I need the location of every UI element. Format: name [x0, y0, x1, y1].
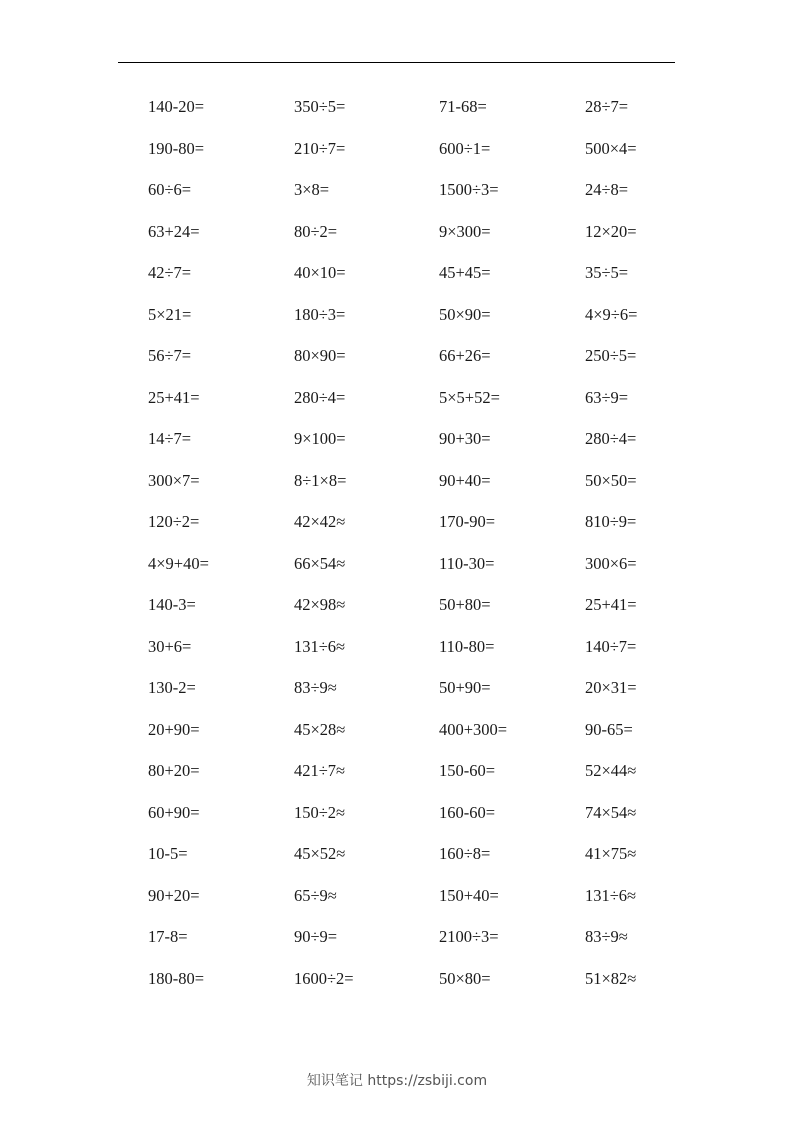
math-problem: 500×4=: [585, 138, 637, 158]
math-problem: 35÷5=: [585, 263, 629, 282]
math-problem: 280÷4=: [585, 429, 637, 448]
math-problem: 131÷6≈: [294, 636, 346, 656]
problem-row: [148, 841, 708, 883]
math-problem: 160-60=: [439, 802, 496, 822]
math-problem: 50×80=: [439, 968, 491, 988]
math-problem: 180-80=: [148, 968, 205, 988]
math-problem: 45×52≈: [294, 844, 346, 863]
math-problem: 50×90=: [439, 304, 491, 324]
math-problem: 90+40=: [439, 470, 491, 490]
math-problem: 150÷2≈: [294, 802, 346, 822]
problem-row: [148, 136, 708, 178]
math-problem: 300×6=: [585, 553, 637, 573]
math-problem: 1500÷3=: [439, 180, 499, 199]
footer-watermark: 知识笔记 https://zsbiji.com: [306, 1073, 488, 1089]
math-problem: 300×7=: [148, 470, 200, 490]
math-problem: 45×28≈: [294, 719, 346, 739]
math-problem: 66+26=: [439, 346, 491, 365]
math-problem: 63÷9=: [585, 387, 629, 407]
math-problem: 83÷9≈: [585, 927, 628, 946]
math-problem: 12×20=: [585, 221, 637, 241]
math-problem: 41×75≈: [585, 844, 637, 863]
math-problem: 80×90=: [294, 346, 346, 365]
math-problem: 90+30=: [439, 429, 491, 448]
math-problem: 5×5+52=: [439, 387, 500, 407]
problem-row: [148, 717, 708, 759]
problem-row: [148, 800, 708, 842]
problem-row: [148, 509, 708, 551]
math-problem: 421÷7≈: [294, 761, 346, 780]
math-problem: 50+90=: [439, 678, 491, 697]
math-problem: 30+6=: [148, 636, 192, 656]
header-rule: [118, 62, 675, 63]
math-problem: 14÷7=: [148, 429, 192, 448]
math-problem: 9×100=: [294, 429, 346, 448]
math-problem: 400+300=: [439, 719, 508, 739]
problem-row: [148, 343, 708, 385]
math-problem: 150+40=: [439, 885, 499, 905]
math-problem: 25+41=: [148, 387, 200, 407]
math-problem: 20+90=: [148, 719, 200, 739]
problem-row: [148, 675, 708, 717]
problem-row: [148, 385, 708, 427]
math-problem: 45+45=: [439, 263, 491, 282]
math-problem: 71-68=: [439, 97, 487, 116]
math-problem: 90÷9=: [294, 927, 338, 946]
math-problem: 280÷4=: [294, 387, 346, 407]
math-problem: 4×9÷6=: [585, 304, 638, 324]
math-problem: 2100÷3=: [439, 927, 499, 946]
math-problem: 25+41=: [585, 595, 637, 614]
math-problem: 810÷9=: [585, 512, 637, 531]
math-problem: 170-90=: [439, 512, 496, 531]
math-problem: 90-65=: [585, 719, 633, 739]
math-problem: 10-5=: [148, 844, 188, 863]
math-problem: 52×44≈: [585, 761, 637, 780]
math-problem: 5×21=: [148, 304, 192, 324]
problem-row: [148, 966, 708, 1008]
problem-grid: [148, 94, 708, 1007]
math-problem: 130-2=: [148, 678, 196, 697]
math-problem: 190-80=: [148, 138, 205, 158]
math-problem: 66×54≈: [294, 553, 346, 573]
problem-row: [148, 302, 708, 344]
math-problem: 63+24=: [148, 221, 200, 241]
problem-row: [148, 426, 708, 468]
math-problem: 9×300=: [439, 221, 491, 241]
problem-row: [148, 924, 708, 966]
math-problem: 4×9+40=: [148, 553, 209, 573]
math-problem: 140-20=: [148, 97, 205, 116]
math-problem: 83÷9≈: [294, 678, 337, 697]
math-problem: 180÷3=: [294, 304, 346, 324]
problem-row: [148, 883, 708, 925]
math-problem: 131÷6≈: [585, 885, 637, 905]
math-problem: 20×31=: [585, 678, 637, 697]
math-problem: 120÷2=: [148, 512, 200, 531]
math-problem: 28÷7=: [585, 97, 629, 116]
math-problem: 40×10=: [294, 263, 346, 282]
math-problem: 90+20=: [148, 885, 200, 905]
math-problem: 17-8=: [148, 927, 188, 946]
problem-row: [148, 94, 708, 136]
problem-row: [148, 468, 708, 510]
math-problem: 24÷8=: [585, 180, 629, 199]
math-problem: 42÷7=: [148, 263, 192, 282]
problem-row: [148, 592, 708, 634]
math-problem: 110-30=: [439, 553, 495, 573]
math-problem: 80÷2=: [294, 221, 338, 241]
math-problem: 60÷6=: [148, 180, 192, 199]
math-problem: 160÷8=: [439, 844, 491, 863]
math-problem: 210÷7=: [294, 138, 346, 158]
math-problem: 600÷1=: [439, 138, 491, 158]
problem-row: [148, 260, 708, 302]
math-problem: 140÷7=: [585, 636, 637, 656]
math-problem: 65÷9≈: [294, 885, 337, 905]
math-problem: 56÷7=: [148, 346, 192, 365]
problem-row: [148, 634, 708, 676]
math-problem: 60+90=: [148, 802, 200, 822]
math-problem: 140-3=: [148, 595, 196, 614]
math-problem: 74×54≈: [585, 802, 637, 822]
problem-row: [148, 219, 708, 261]
math-problem: 350÷5=: [294, 97, 346, 116]
math-problem: 80+20=: [148, 761, 200, 780]
math-problem: 50×50=: [585, 470, 637, 490]
problem-row: [148, 177, 708, 219]
math-problem: 42×42≈: [294, 512, 346, 531]
math-problem: 42×98≈: [294, 595, 346, 614]
math-problem: 8÷1×8=: [294, 470, 347, 490]
math-problem: 150-60=: [439, 761, 496, 780]
math-problem: 110-80=: [439, 636, 495, 656]
math-problem: 1600÷2=: [294, 968, 354, 988]
math-problem: 51×82≈: [585, 968, 637, 988]
math-problem: 3×8=: [294, 180, 330, 199]
problem-row: [148, 551, 708, 593]
math-problem: 250÷5=: [585, 346, 637, 365]
math-problem: 50+80=: [439, 595, 491, 614]
problem-row: [148, 758, 708, 800]
